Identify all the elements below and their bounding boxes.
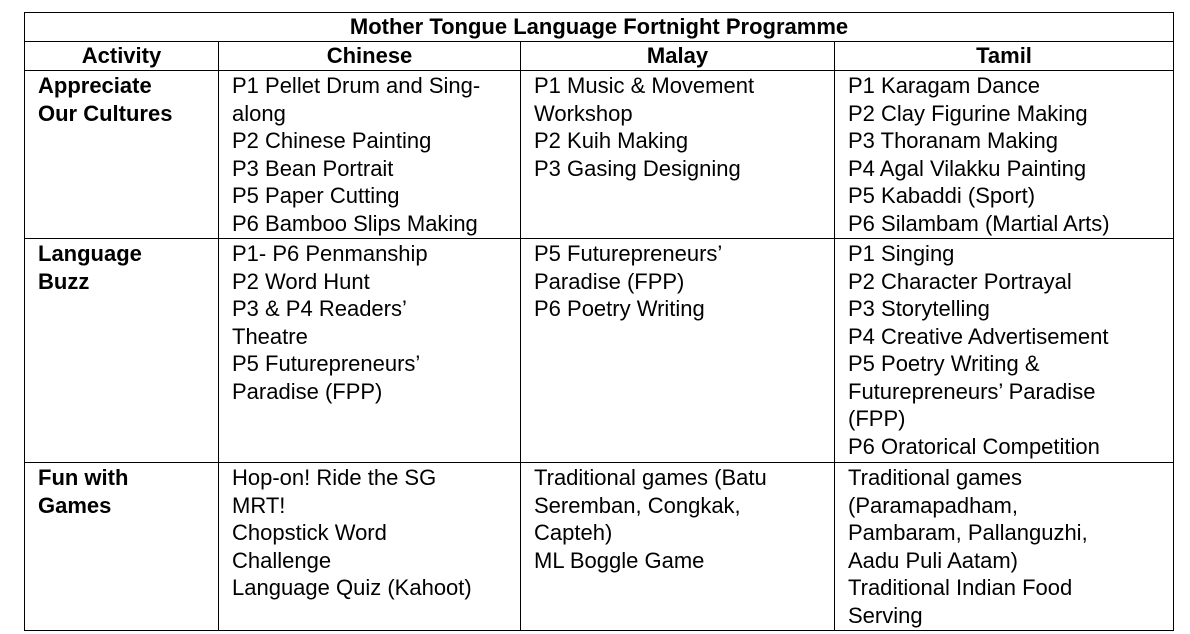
list-item: P5 Futurepreneurs’ bbox=[232, 351, 421, 376]
activity-line: Fun with bbox=[38, 465, 129, 490]
list-item: P1 Singing bbox=[848, 241, 955, 266]
list-item: Serving bbox=[848, 602, 923, 628]
tamil-cell bbox=[835, 239, 1174, 463]
malay-cell bbox=[521, 463, 835, 631]
list-item: P5 Paper Cutting bbox=[232, 183, 400, 208]
list-item: P4 Creative Advertisement bbox=[848, 323, 1109, 349]
programme-table bbox=[24, 12, 1174, 631]
list-item: Hop-on! Ride the SG bbox=[232, 465, 437, 490]
header-malay: Malay bbox=[521, 42, 835, 71]
list-item: Chopstick Word bbox=[232, 520, 387, 545]
activity-line: Our Cultures bbox=[38, 100, 173, 126]
list-item: P5 Futurepreneurs’ bbox=[534, 241, 723, 266]
list-item: P2 Chinese Painting bbox=[232, 128, 432, 153]
list-item: P3 Thoranam Making bbox=[848, 128, 1058, 153]
chinese-cell bbox=[219, 239, 521, 463]
list-item: P1- P6 Penmanship bbox=[232, 241, 428, 266]
tamil-cell bbox=[835, 463, 1174, 631]
header-activity: Activity bbox=[25, 42, 219, 71]
tamil-cell bbox=[835, 71, 1174, 239]
chinese-cell bbox=[219, 463, 521, 631]
activity-line: Buzz bbox=[38, 268, 90, 294]
list-item: Theatre bbox=[232, 323, 308, 349]
chinese-cell bbox=[219, 71, 521, 239]
list-item: Seremban, Congkak, bbox=[534, 492, 741, 518]
list-item: P6 Oratorical Competition bbox=[848, 433, 1100, 459]
list-item: Aadu Puli Aatam) bbox=[848, 547, 1018, 573]
activity-cell bbox=[25, 71, 219, 239]
list-item: along bbox=[232, 100, 286, 126]
list-item: Traditional Indian Food bbox=[848, 575, 1073, 600]
list-item: Capteh) bbox=[534, 520, 613, 545]
list-item: P6 Silambam (Martial Arts) bbox=[848, 210, 1110, 236]
list-item: P3 Gasing Designing bbox=[534, 155, 741, 181]
table-title: Mother Tongue Language Fortnight Programme bbox=[25, 13, 1174, 42]
activity-line: Language bbox=[38, 241, 142, 266]
list-item: P2 Kuih Making bbox=[534, 128, 689, 153]
list-item: (FPP) bbox=[848, 406, 906, 431]
list-item: Workshop bbox=[534, 100, 633, 126]
header-tamil: Tamil bbox=[835, 42, 1174, 71]
list-item: ML Boggle Game bbox=[534, 547, 705, 573]
list-item: MRT! bbox=[232, 492, 286, 518]
activity-line: Appreciate bbox=[38, 73, 152, 98]
activity-line: Games bbox=[38, 492, 112, 518]
list-item: Traditional games (Batu bbox=[534, 465, 767, 490]
malay-cell bbox=[521, 239, 835, 463]
list-item: P6 Bamboo Slips Making bbox=[232, 210, 478, 236]
list-item: P1 Music & Movement bbox=[534, 73, 755, 98]
list-item: Paradise (FPP) bbox=[232, 378, 383, 404]
list-item: (Paramapadham, bbox=[848, 492, 1018, 518]
list-item: Futurepreneurs’ Paradise bbox=[848, 378, 1096, 404]
table-row bbox=[25, 239, 1174, 463]
list-item: Traditional games bbox=[848, 465, 1023, 490]
list-item: P2 Clay Figurine Making bbox=[848, 100, 1088, 126]
list-item: P1 Karagam Dance bbox=[848, 73, 1040, 98]
list-item: P5 Kabaddi (Sport) bbox=[848, 183, 1036, 208]
list-item: P6 Poetry Writing bbox=[534, 296, 705, 321]
list-item: P2 Word Hunt bbox=[232, 268, 370, 294]
activity-cell bbox=[25, 463, 219, 631]
table-row bbox=[25, 463, 1174, 631]
activity-cell bbox=[25, 239, 219, 463]
list-item: Pambaram, Pallanguzhi, bbox=[848, 520, 1088, 545]
list-item: Challenge bbox=[232, 547, 332, 573]
list-item: P3 & P4 Readers’ bbox=[232, 296, 407, 321]
list-item: P1 Pellet Drum and Sing- bbox=[232, 73, 481, 98]
header-chinese: Chinese bbox=[219, 42, 521, 71]
table-row bbox=[25, 71, 1174, 239]
list-item: Language Quiz (Kahoot) bbox=[232, 575, 472, 600]
list-item: P5 Poetry Writing & bbox=[848, 351, 1040, 376]
list-item: P3 Bean Portrait bbox=[232, 155, 394, 181]
list-item: P3 Storytelling bbox=[848, 296, 990, 321]
list-item: P2 Character Portrayal bbox=[848, 268, 1072, 294]
list-item: Paradise (FPP) bbox=[534, 268, 685, 294]
list-item: P4 Agal Vilakku Painting bbox=[848, 155, 1087, 181]
malay-cell bbox=[521, 71, 835, 239]
